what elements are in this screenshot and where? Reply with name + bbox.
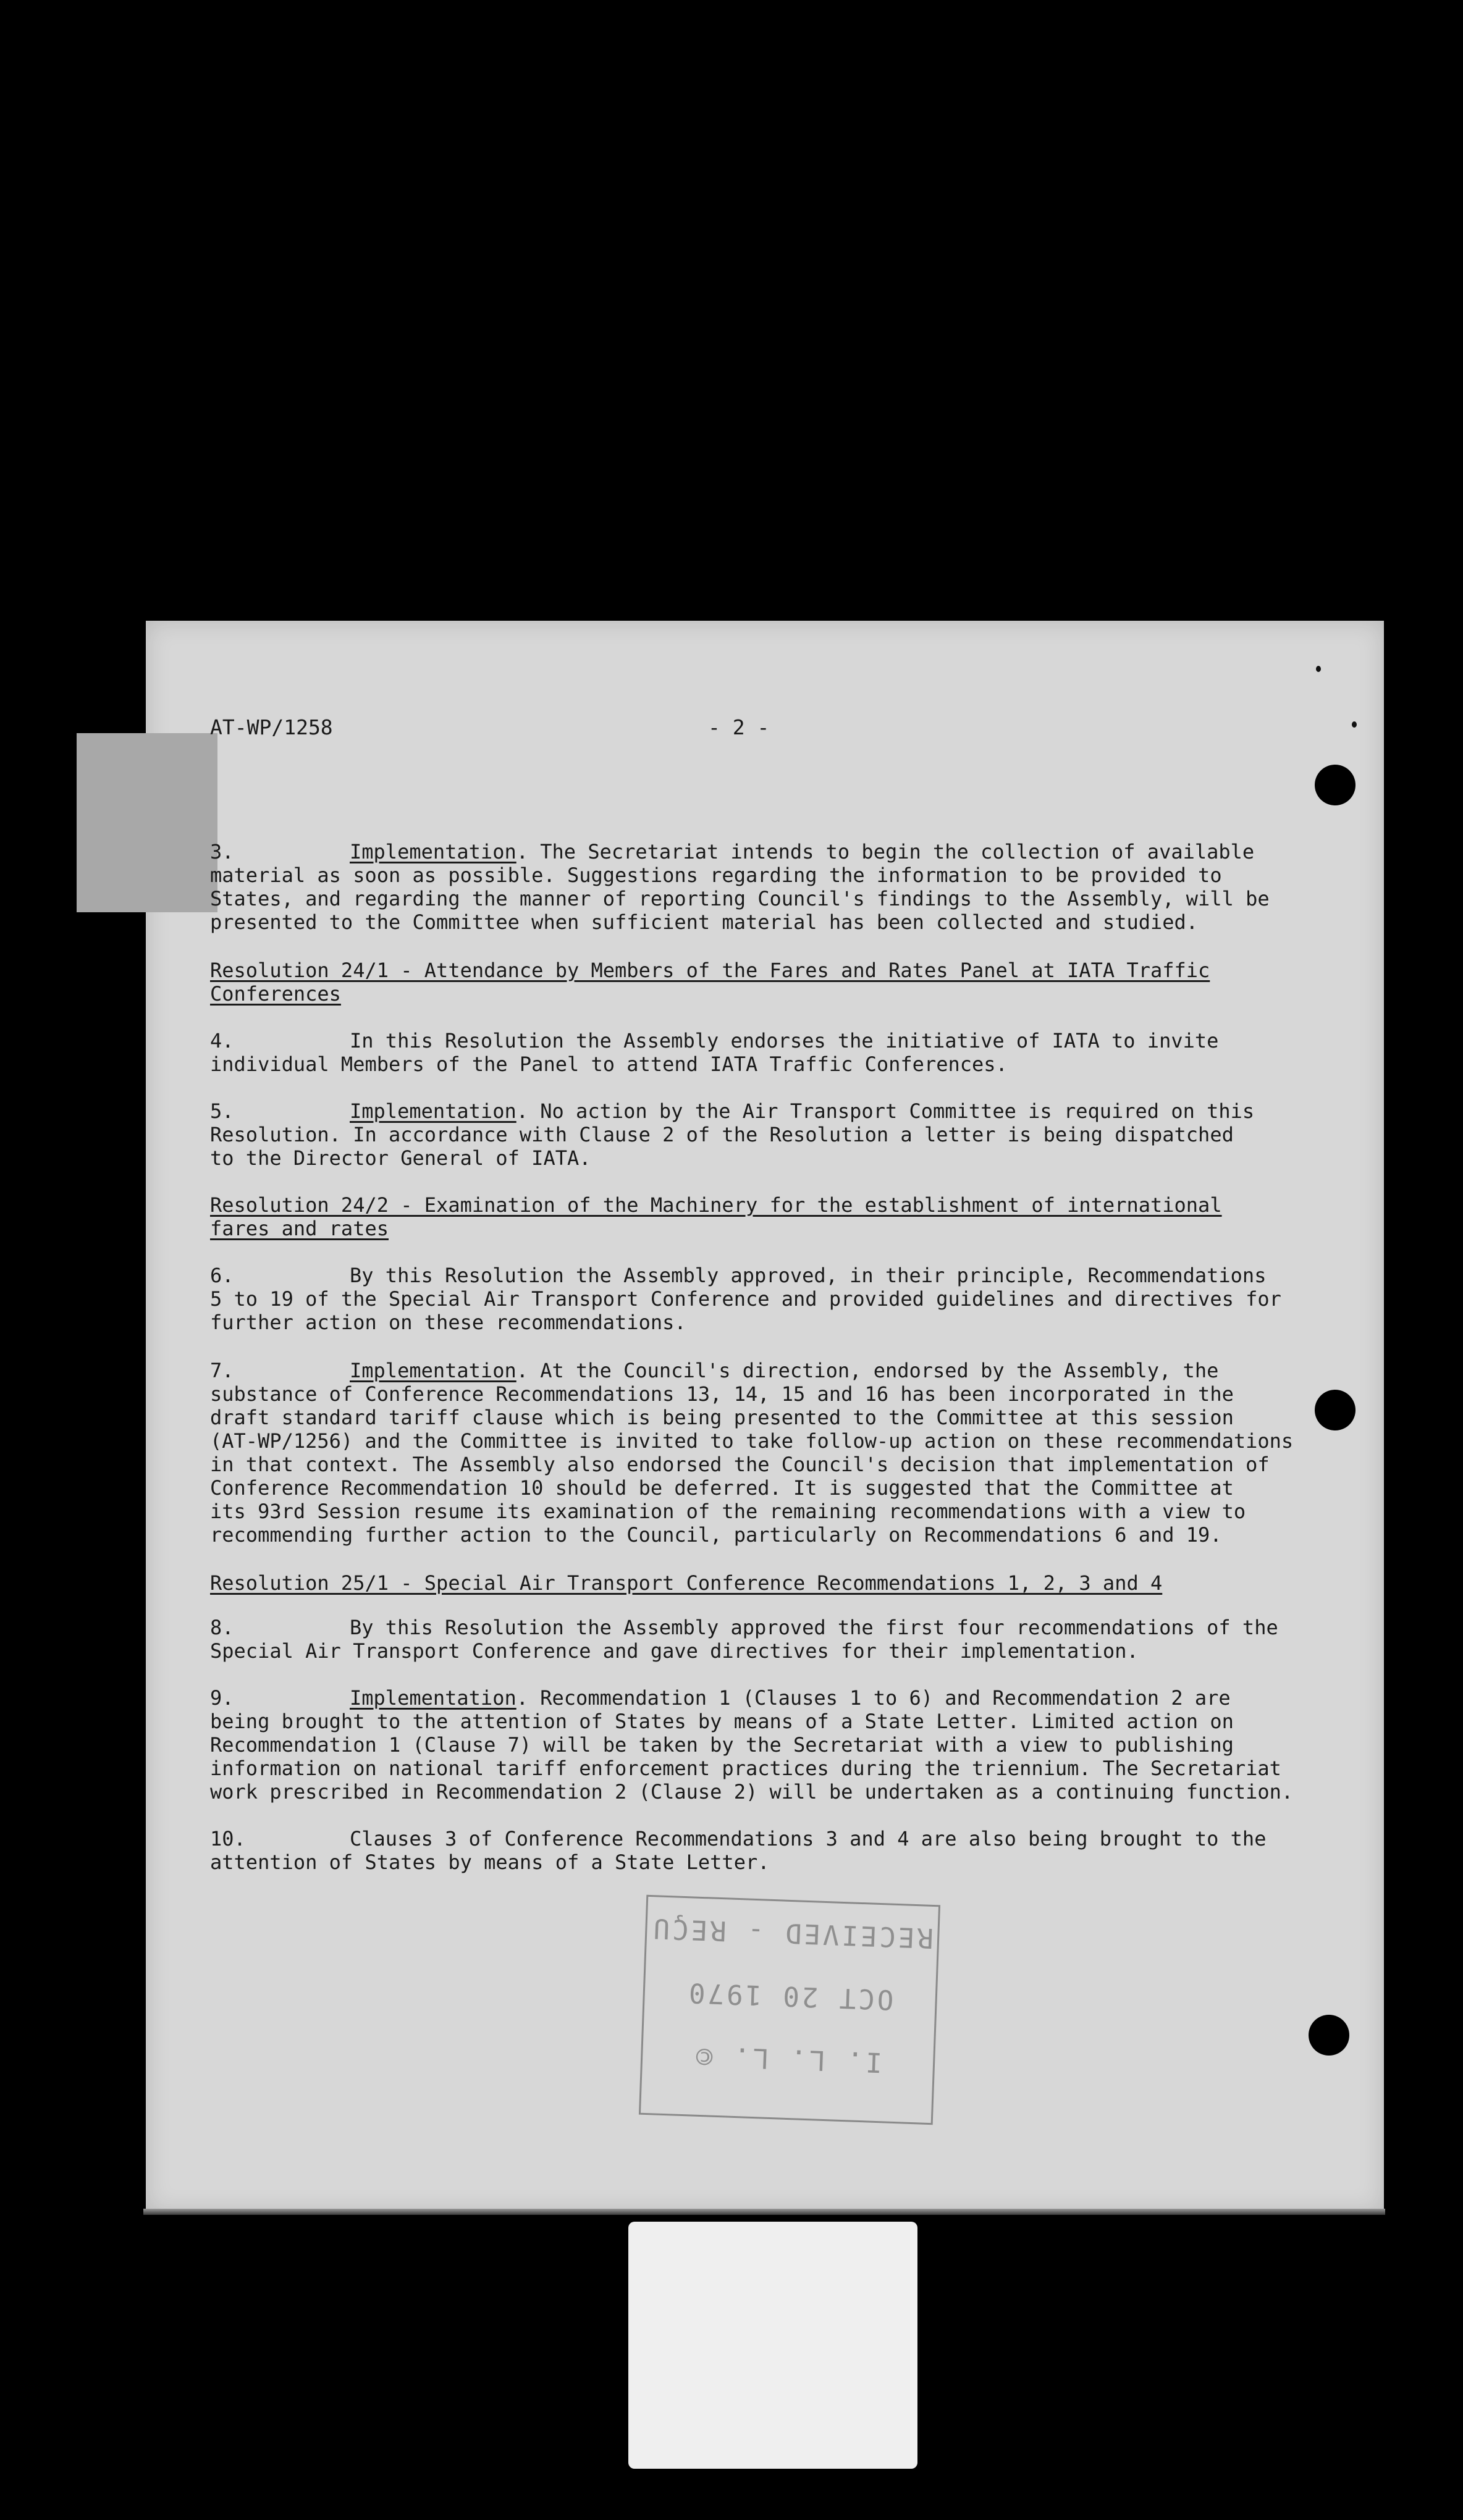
stamp-line-date: OCT 20 1970 (686, 1976, 895, 2015)
paper-tab (77, 733, 217, 912)
paragraph-number: 3. (210, 840, 234, 863)
punch-hole-middle (1315, 1390, 1355, 1430)
paragraph-5: 5. Implementation. No action by the Air Transport Committee is required on this Resolution. In accordance with Clause 2 of the Resolution a letter is being dispatched to the Director General of IATA. (210, 1099, 1255, 1170)
paragraph-7: 7. Implementation. At the Council's direction, endorsed by the Assembly, the substance of Conference Recommendations 13, 14, 15 and 16 has been incorporated in the draft standard tariff clause which is being presented to the Committee at this session (AT-WP/1256) and the Committee is invited to take follow-up action on these recommendations in that context. The Assembly also endorsed the Council's decision that implementation of Conference Recommendation 10 should be deferred. It is suggested that the Committee at its 93rd Session resume its examination of the remaining recommendations with a view to recommending further action to the Council, particularly on Recommendations 6 and 19. (210, 1359, 1294, 1547)
punch-hole-bottom (1309, 2015, 1349, 2056)
paragraph-4: 4. In this Resolution the Assembly endorses the initiative of IATA to invite individual Members of the Panel to attend IATA Traffic Conferences. (210, 1029, 1219, 1076)
page-number: - 2 - (708, 715, 770, 739)
resolution-24-1-heading: Resolution 24/1 - Attendance by Members of the Fares and Rates Panel at IATA Traffic Conferences (210, 959, 1210, 1006)
resolution-25-1-heading: Resolution 25/1 - Special Air Transport Conference Recommendations 1, 2, 3 and 4 (210, 1571, 1163, 1595)
speck (1352, 721, 1357, 728)
resolution-24-2-heading: Resolution 24/2 - Examination of the Machinery for the establishment of international fares and rates (210, 1193, 1222, 1240)
punch-hole-top (1315, 765, 1355, 805)
stamp-line-received: RECEIVED - REÇU (650, 1912, 934, 1954)
paragraph-9: 9. Implementation. Recommendation 1 (Clauses 1 to 6) and Recommendation 2 are being brought to the attention of States by means of a State Letter. Limited action on Recommendation 1 (Clause 7) will be taken by the Secretariat with a view to publishing information on national tariff enforcement practices during the triennium. The Secretariat work prescribed in Recommendation 2 (Clause 2) will be undertaken as a continuing function. (210, 1686, 1294, 1804)
paragraph-3: 3. Implementation. The Secretariat intends to begin the collection of available material as soon as possible. Suggestions regarding the information to be provided to States, and regarding the manner of reporting Council's findings to the Assembly, will be presented to the Committee when sufficient material has been collected and studied. (210, 840, 1270, 934)
paragraph-8: 8. By this Resolution the Assembly approved the first four recommendations of the Special Air Transport Conference and gave directives for their implementation. (210, 1616, 1278, 1663)
implementation-heading: Implementation (350, 840, 516, 863)
speck (1316, 666, 1321, 672)
paragraph-10: 10. Clauses 3 of Conference Recommendations 3 and 4 are also being brought to the attention of States by means of a State Letter. (210, 1827, 1267, 1874)
document-reference: AT-WP/1258 (210, 715, 333, 739)
received-stamp (639, 1895, 940, 2125)
white-slip (628, 2222, 917, 2469)
stamp-line-initials: I. L. L. © (693, 2039, 883, 2078)
paragraph-6: 6. By this Resolution the Assembly approved, in their principle, Recommendations 5 to 19 of the Special Air Transport Conference and provided guidelines and directives for further action on these recommendations. (210, 1264, 1281, 1334)
page-bottom-edge (143, 2209, 1385, 2215)
